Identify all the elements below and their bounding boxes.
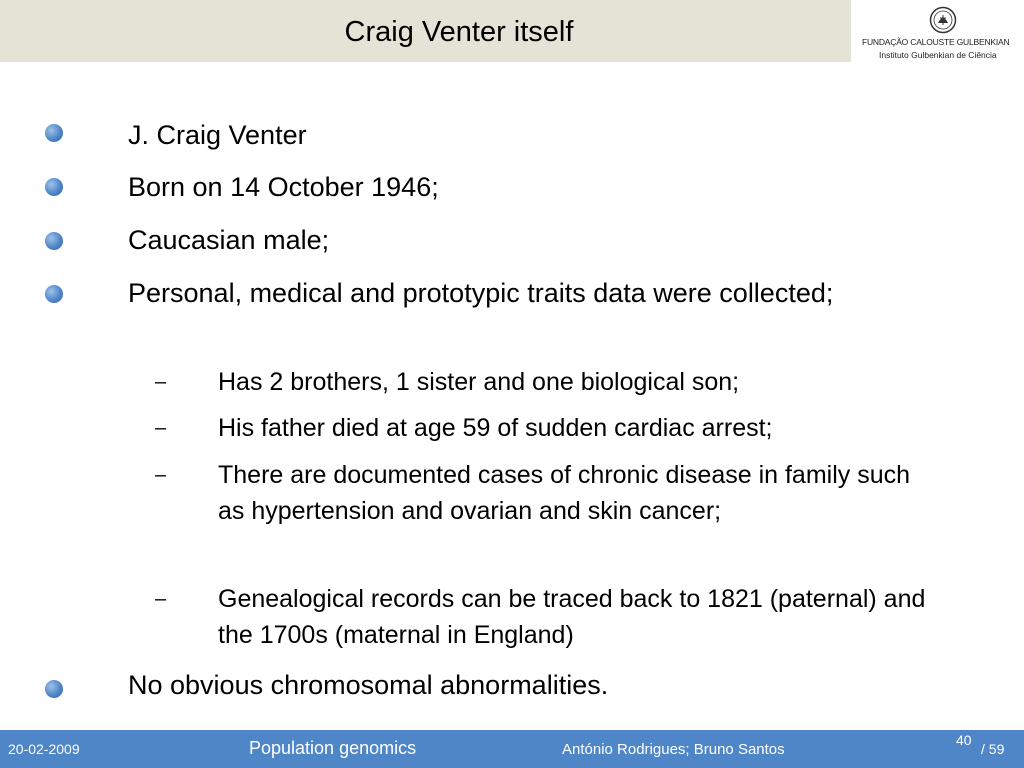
logo-institute-name: Instituto Gulbenkian de Ciência [879, 50, 997, 60]
bullet-icon [45, 680, 63, 698]
page-total: / 59 [981, 741, 1005, 757]
sub-bullet-dash: – [155, 464, 167, 486]
sub-bullet-text: Genealogical records can be traced back to 1821 (paternal) and the 1700s (maternal in England) [218, 585, 926, 649]
footer-title: Population genomics [249, 738, 417, 758]
bullet-icon [45, 285, 63, 303]
footer-date: 20-02-2009 [8, 741, 80, 757]
footer-authors: António Rodrigues; Bruno Santos [562, 741, 785, 758]
footer-bar [0, 730, 1024, 768]
slide-title: Craig Venter itself [344, 16, 574, 48]
bullet-text: Personal, medical and prototypic traits data were collected; [128, 278, 834, 308]
logo-foundation-name: FUNDAÇÃO CALOUSTE GULBENKIAN [862, 37, 1010, 47]
bullet-icon [45, 232, 63, 250]
bullet-icon [45, 124, 63, 142]
sub-bullet-dash: – [155, 588, 167, 610]
bullet-icon [45, 178, 63, 196]
sub-bullet-dash: – [155, 417, 167, 439]
sub-bullet-text: Has 2 brothers, 1 sister and one biological son; [218, 368, 740, 396]
bullet-text: No obvious chromosomal abnormalities. [128, 670, 609, 700]
page-number: 40 [956, 732, 972, 748]
bullet-text: Caucasian male; [128, 225, 330, 255]
sub-bullet-text: There are documented cases of chronic disease in family such as hypertension and ovarian and skin cancer; [218, 461, 911, 525]
sub-bullet-text: His father died at age 59 of sudden cardiac arrest; [218, 414, 773, 442]
sub-bullet-dash: – [155, 371, 167, 393]
bullet-text: Born on 14 October 1946; [128, 172, 439, 202]
bullet-text: J. Craig Venter [128, 120, 307, 150]
